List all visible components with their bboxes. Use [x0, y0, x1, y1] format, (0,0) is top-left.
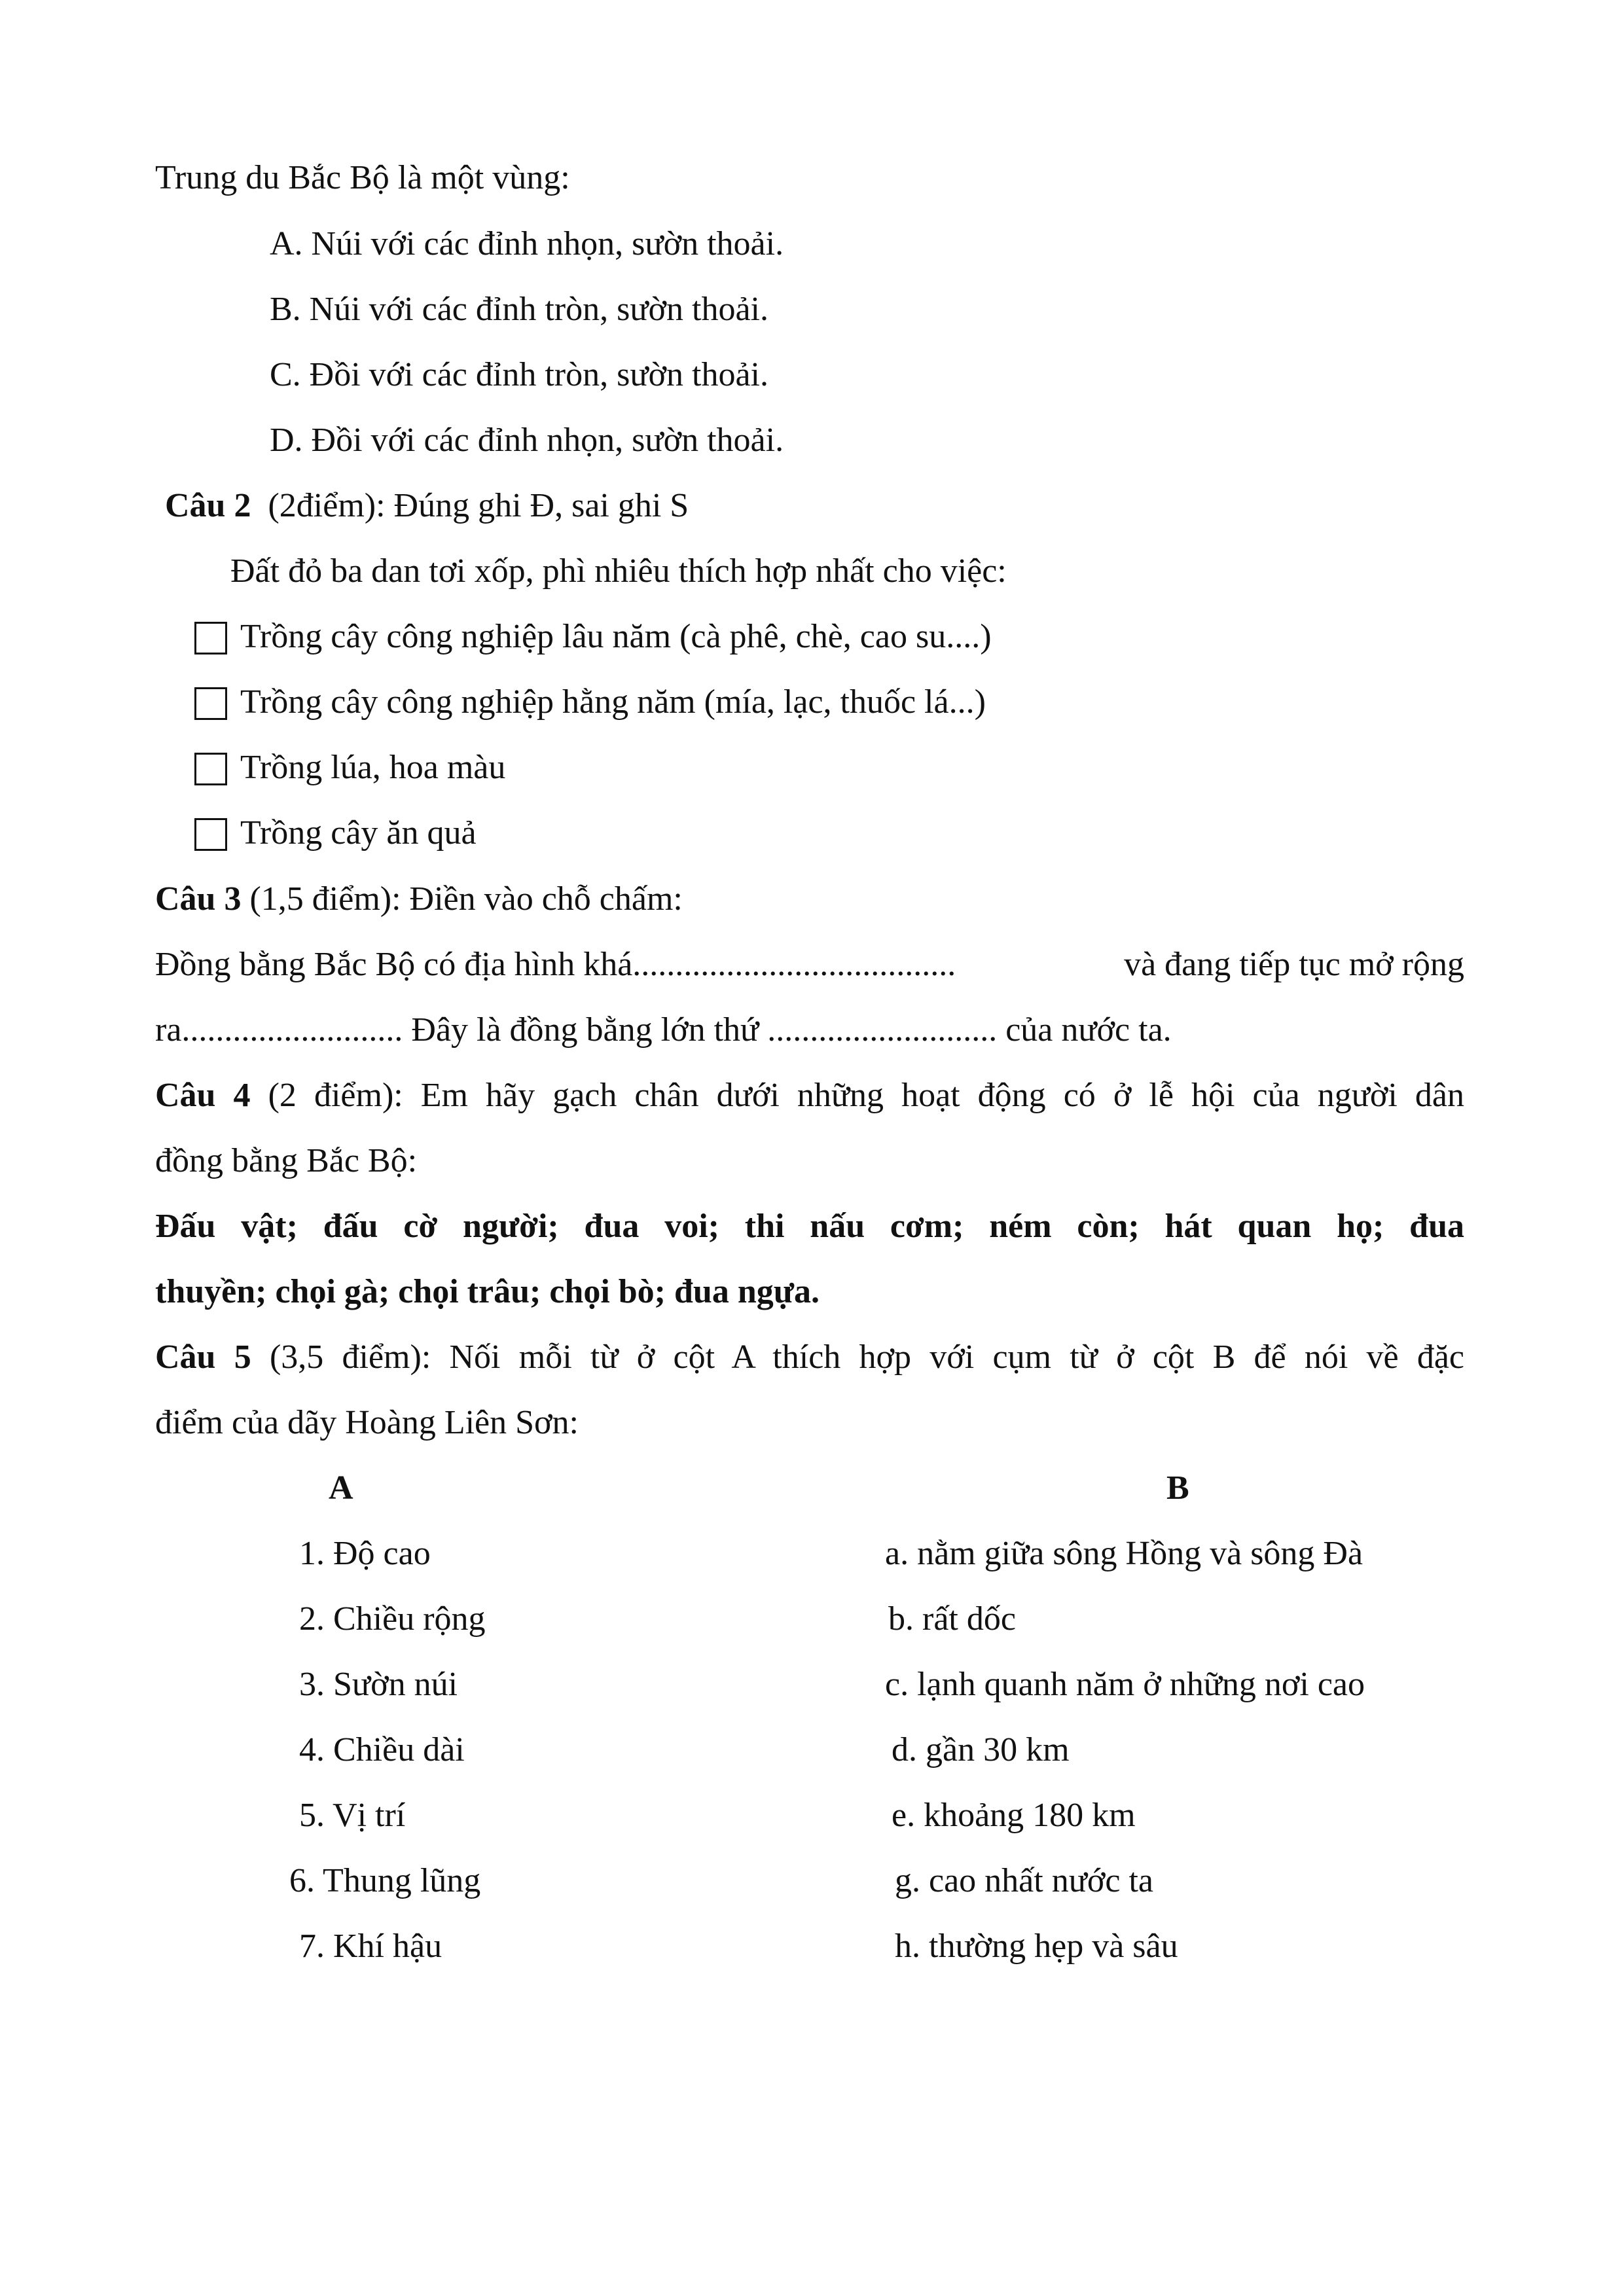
question-5-points-cont: điểm của dãy Hoàng Liên Sơn: — [155, 1404, 579, 1441]
col-a-item-2: 2. Chiều rộng — [299, 1600, 486, 1638]
col-a-item-7: 7. Khí hậu — [299, 1928, 442, 1965]
col-b-item-d: d. gần 30 km — [892, 1731, 1070, 1768]
question-4-header — [155, 1076, 1464, 1115]
col-b-item-h: h. thường hẹp và sâu — [895, 1928, 1178, 1965]
question-1-stem: Trung du Bắc Bộ là một vùng: — [155, 159, 570, 196]
q1-option-c: C. Đồi với các đỉnh tròn, sườn thoải. — [270, 356, 768, 393]
col-b-item-a: a. nằm giữa sông Hồng và sông Đà — [885, 1535, 1363, 1572]
column-b-header: B — [1166, 1469, 1189, 1507]
col-a-item-4: 4. Chiều dài — [299, 1731, 465, 1768]
col-a-item-6: 6. Thung lũng — [289, 1862, 481, 1899]
q2-answer-checkbox-3[interactable] — [194, 753, 227, 785]
question-5-header — [155, 1338, 1464, 1377]
question-2-label: Câu 2 — [165, 487, 251, 524]
column-a-header: A — [329, 1469, 353, 1507]
q3-fill-line-1-left: Đồng bằng Bắc Bộ có địa hình khá...................................... — [155, 946, 956, 983]
q4-activities-line-1: Đấu vật; đấu cờ người; đua voi; thi nấu cơm; ném còn; hát quan họ; đua — [155, 1208, 1464, 1245]
question-4-points-cont: đồng bằng Bắc Bộ: — [155, 1142, 418, 1179]
q3-fill-line-2: ra.......................... Đây là đồng bằng lớn thứ ........................... của nước ta. — [155, 1011, 1172, 1049]
q2-answer-checkbox-4[interactable] — [194, 818, 227, 851]
col-b-item-g: g. cao nhất nước ta — [895, 1862, 1153, 1899]
q3-fill-line-1 — [155, 945, 1464, 984]
question-4-points: (2 điểm): Em hãy gạch chân dưới những hoạt động có ở lễ hội của người dân — [268, 1077, 1464, 1114]
q1-option-d: D. Đồi với các đỉnh nhọn, sườn thoải. — [270, 422, 784, 459]
q3-fill-line-1-right: và đang tiếp tục mở rộng — [1124, 946, 1464, 983]
q2-item-3: Trồng lúa, hoa màu — [240, 749, 506, 786]
col-b-item-e: e. khoảng 180 km — [892, 1797, 1136, 1834]
q4-activities-line-2: thuyền; chọi gà; chọi trâu; chọi bò; đua ngựa. — [155, 1273, 820, 1310]
question-5-points: (3,5 điểm): Nối mỗi từ ở cột A thích hợp với cụm từ ở cột B để nói về đặc — [269, 1338, 1464, 1376]
question-3-label: Câu 3 — [155, 880, 242, 918]
question-5-label: Câu 5 — [155, 1338, 251, 1376]
col-b-item-c: c. lạnh quanh năm ở những nơi cao — [885, 1666, 1365, 1703]
q2-answer-checkbox-2[interactable] — [194, 687, 227, 720]
col-a-item-3: 3. Sườn núi — [299, 1666, 458, 1703]
col-a-item-5: 5. Vị trí — [299, 1797, 406, 1834]
col-b-item-b: b. rất dốc — [888, 1600, 1016, 1638]
q2-item-1: Trồng cây công nghiệp lâu năm (cà phê, chè, cao su....) — [240, 618, 992, 655]
question-2-header — [165, 486, 689, 526]
q2-item-4: Trồng cây ăn quả — [240, 814, 477, 852]
question-2-points: (2điểm): Đúng ghi Đ, sai ghi S — [268, 487, 689, 524]
q2-answer-checkbox-1[interactable] — [194, 622, 227, 655]
q1-option-b: B. Núi với các đỉnh tròn, sườn thoải. — [270, 291, 768, 328]
question-3-header — [155, 880, 683, 919]
q1-option-a: A. Núi với các đỉnh nhọn, sườn thoải. — [270, 225, 784, 262]
q2-item-2: Trồng cây công nghiệp hằng năm (mía, lạc, thuốc lá...) — [240, 683, 986, 721]
question-3-points: (1,5 điểm): Điền vào chỗ chấm: — [249, 880, 683, 918]
question-4-label: Câu 4 — [155, 1077, 251, 1114]
question-2-prompt: Đất đỏ ba dan tơi xốp, phì nhiêu thích hợp nhất cho việc: — [230, 552, 1007, 590]
col-a-item-1: 1. Độ cao — [299, 1535, 431, 1572]
